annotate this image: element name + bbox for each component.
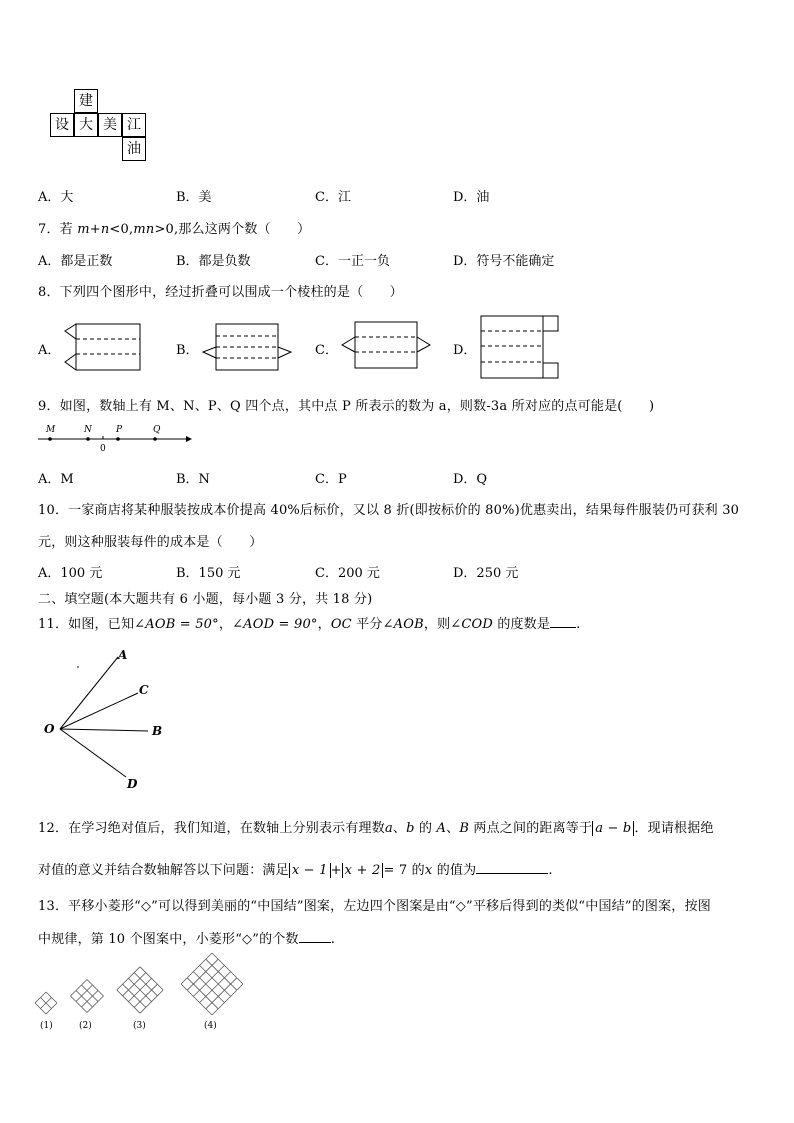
pattern-caption-2: (2)	[79, 1021, 92, 1031]
q11-p1: 11．如图，已知	[38, 617, 135, 632]
q9-stem: 9．如图，数轴上有 M、N、P、Q 四个点，其中点 P 所表示的数为 a，则数-3a 所对应的点可能是( )	[38, 399, 655, 414]
q7-option-b: B．都是负数	[176, 254, 251, 269]
knot-pattern-1	[35, 992, 57, 1014]
q12-text-9: 的值为	[432, 863, 477, 878]
q12-text-2: 、	[392, 821, 407, 836]
q12-text-4: 、	[446, 821, 460, 836]
q8-option-b: B．	[176, 343, 199, 358]
q8-stem: 8．下列四个图形中，经过折叠可以围成一个棱柱的是（ ）	[38, 285, 403, 300]
q12-text-1: 12．在学习绝对值后，我们知道，在数轴上分别表示有理数	[38, 821, 385, 836]
q8-figure-a	[62, 323, 142, 373]
q10-option-c: C．200 元	[315, 566, 380, 581]
point-label-o: O	[44, 722, 55, 736]
axis-label-zero: 0	[100, 444, 106, 454]
q9-option-c: C．P	[315, 472, 347, 487]
q12-abs-x-minus-1: x − 1	[289, 863, 331, 878]
point-label-d: D	[127, 777, 138, 791]
q12-text-5: 两点之间的距离等于	[469, 821, 593, 836]
net-cell-jiang: 江	[122, 113, 146, 137]
point-label-c: C	[139, 683, 149, 697]
knot-line	[212, 984, 243, 1015]
q10-option-a: A．100 元	[38, 566, 103, 581]
q8-figure-c	[339, 321, 435, 371]
q7-expr-product: mn	[133, 222, 155, 237]
q6-option-b: B．美	[176, 190, 212, 205]
axis-label-p: P	[116, 425, 123, 435]
q8-figure-b	[200, 323, 296, 373]
q12-var-b: b	[406, 821, 415, 836]
q10-stem-line2: 元，则这种服装每件的成本是（ ）	[38, 535, 263, 550]
q12-abs-a-minus-b: a − b	[592, 821, 634, 836]
q11-m1: ∠AOB = 50°	[134, 617, 219, 632]
knot-line	[181, 953, 212, 984]
q12-text-7: 对值的意义并结合数轴解答以下问题：满足	[38, 863, 289, 878]
q12-answer-blank[interactable]	[476, 861, 548, 874]
q7-option-c: C．一正一负	[315, 254, 390, 269]
q13-stem-line1: 13．平移小菱形“◇”可以得到美丽的“中国结”图案，左边四个图案是由“◇”平移后得到的类似“中国结”的图案，按图	[38, 899, 711, 914]
knot-line	[187, 959, 218, 990]
net-cell-da: 大	[74, 113, 98, 137]
net-cell-you: 油	[122, 137, 146, 161]
q12-text-3: 的	[414, 821, 437, 836]
knot-line	[206, 978, 237, 1009]
axis-label-m: M	[46, 425, 56, 435]
net-cell-jian: 建	[74, 89, 98, 113]
q7-num: 7．若	[38, 222, 78, 237]
q9-option-d: D．Q	[453, 472, 488, 487]
q12-text-10: .	[548, 863, 553, 878]
q6-option-a: A．大	[38, 190, 74, 205]
q12-stem-line2	[38, 859, 553, 878]
q7-stem	[38, 218, 310, 237]
q13-chinese-knot-patterns	[30, 948, 290, 1038]
q12-text-8: = 7 的	[383, 863, 425, 878]
knot-pattern-4	[181, 953, 243, 1015]
q8-option-d: D．	[453, 343, 477, 358]
q7-option-a: A．都是正数	[38, 254, 113, 269]
q12-stem-line1	[38, 817, 714, 836]
q11-p4: 平分	[351, 617, 383, 632]
q8-option-a: A．	[38, 343, 61, 358]
q11-p3: ，	[317, 617, 331, 632]
q12-text-6: ．现请根据绝	[634, 821, 714, 836]
q12-abs-x-plus-2: x + 2	[342, 863, 384, 878]
q11-p2: ，	[218, 617, 233, 632]
q7-option-d: D．符号不能确定	[453, 254, 555, 269]
q10-option-b: B．150 元	[176, 566, 241, 581]
pattern-caption-3: (3)	[133, 1021, 146, 1031]
q11-m4: ∠AOB	[382, 617, 424, 632]
q7-expr-sum: m+n	[77, 222, 110, 237]
q13-stem-line2	[38, 928, 335, 947]
pattern-caption-4: (4)	[204, 1021, 217, 1031]
q10-stem-line1: 10．一家商店将某种服装按成本价提高 40%后标价，又以 8 折(即按标价的 80%)优惠卖出，结果每件服装仍可获利 30	[38, 503, 740, 518]
point-label-b: B	[152, 724, 163, 738]
q7-mid1: <0,	[109, 222, 134, 237]
q6-option-c: C．江	[315, 190, 351, 205]
point-label-a: A	[118, 648, 128, 662]
knot-line	[200, 965, 231, 996]
knot-line	[206, 959, 237, 990]
q11-p5: ，则	[423, 617, 451, 632]
q8-option-c: C．	[315, 343, 338, 358]
q13-answer-blank[interactable]	[299, 930, 331, 943]
q11-answer-blank[interactable]	[550, 615, 576, 628]
q12-point-b: B	[459, 821, 470, 836]
q10-option-d: D．250 元	[453, 566, 519, 581]
knot-line	[212, 953, 243, 984]
q12-var-a: a	[384, 821, 393, 836]
knot-line	[187, 978, 218, 1009]
q9-option-b: B．N	[176, 472, 210, 487]
knot-line	[193, 972, 224, 1003]
axis-label-n: N	[84, 425, 92, 435]
q11-m2: ∠AOD = 90°	[232, 617, 318, 632]
axis-label-q: Q	[153, 425, 161, 435]
q11-stem	[38, 613, 581, 632]
q8-figure-d	[479, 315, 563, 379]
q12-var-x: x	[424, 863, 433, 878]
q11-p6: 的度数是	[493, 617, 551, 632]
q6-option-d: D．油	[453, 190, 490, 205]
q12-plus: +	[330, 863, 342, 878]
knot-pattern-2	[71, 980, 104, 1013]
q12-point-a: A	[436, 821, 447, 836]
q13-text-2: .	[330, 932, 336, 947]
q11-angle-figure	[40, 645, 180, 795]
q7-mid2: >0,那么这两个数（ ）	[154, 222, 311, 237]
q13-text-1: 中规律，第 10 个图案中，小菱形“◇”的个数	[38, 932, 299, 947]
q11-p7: .	[576, 617, 581, 632]
net-cell-she: 设	[50, 113, 74, 137]
q11-m5: ∠COD	[450, 617, 494, 632]
knot-line	[193, 965, 224, 996]
pattern-caption-1: (1)	[40, 1021, 53, 1031]
q11-m3: OC	[330, 617, 352, 632]
knot-line	[181, 984, 212, 1015]
knot-pattern-3	[117, 967, 163, 1013]
knot-line	[200, 972, 231, 1003]
net-cell-mei: 美	[98, 113, 122, 137]
section-heading-fill-in: 二、填空题(本大题共有 6 小题，每小题 3 分，共 18 分)	[38, 592, 373, 607]
q9-option-a: A．M	[38, 472, 74, 487]
